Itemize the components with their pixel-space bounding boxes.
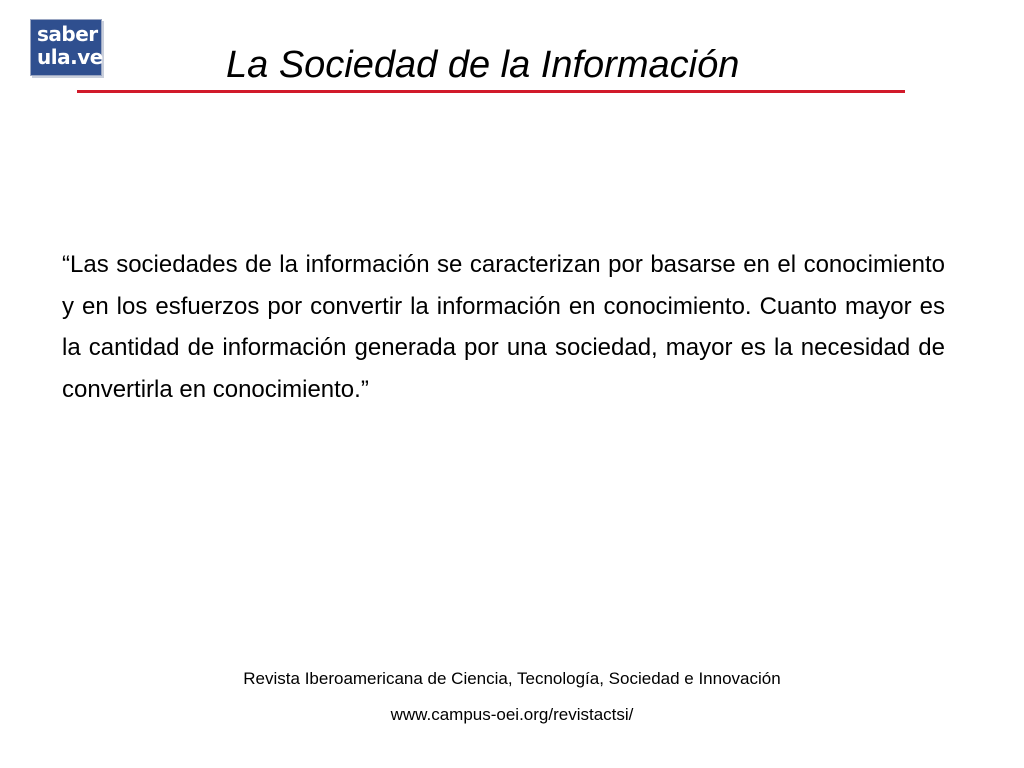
saber-ula-logo <box>30 19 102 76</box>
quote-text: “Las sociedades de la información se caracterizan por basarse en el conocimiento y en los esfuerzos por convertir la información en conocimiento. Cuanto mayor es la cantidad de información generada por una sociedad, mayor es la necesidad de convertirla en conocimiento.” <box>62 251 945 403</box>
logo-text-saber: saber <box>37 22 98 46</box>
footer-citation <box>0 670 1024 723</box>
logo-text-ula: ula.ve <box>37 45 103 69</box>
title-underline <box>77 90 905 93</box>
slide-title: La Sociedad de la Información <box>226 44 740 86</box>
citation-source: Revista Iberoamericana de Ciencia, Tecnología, Sociedad e Innovación <box>243 669 781 688</box>
citation-url: www.campus-oei.org/revistactsi/ <box>390 705 634 724</box>
